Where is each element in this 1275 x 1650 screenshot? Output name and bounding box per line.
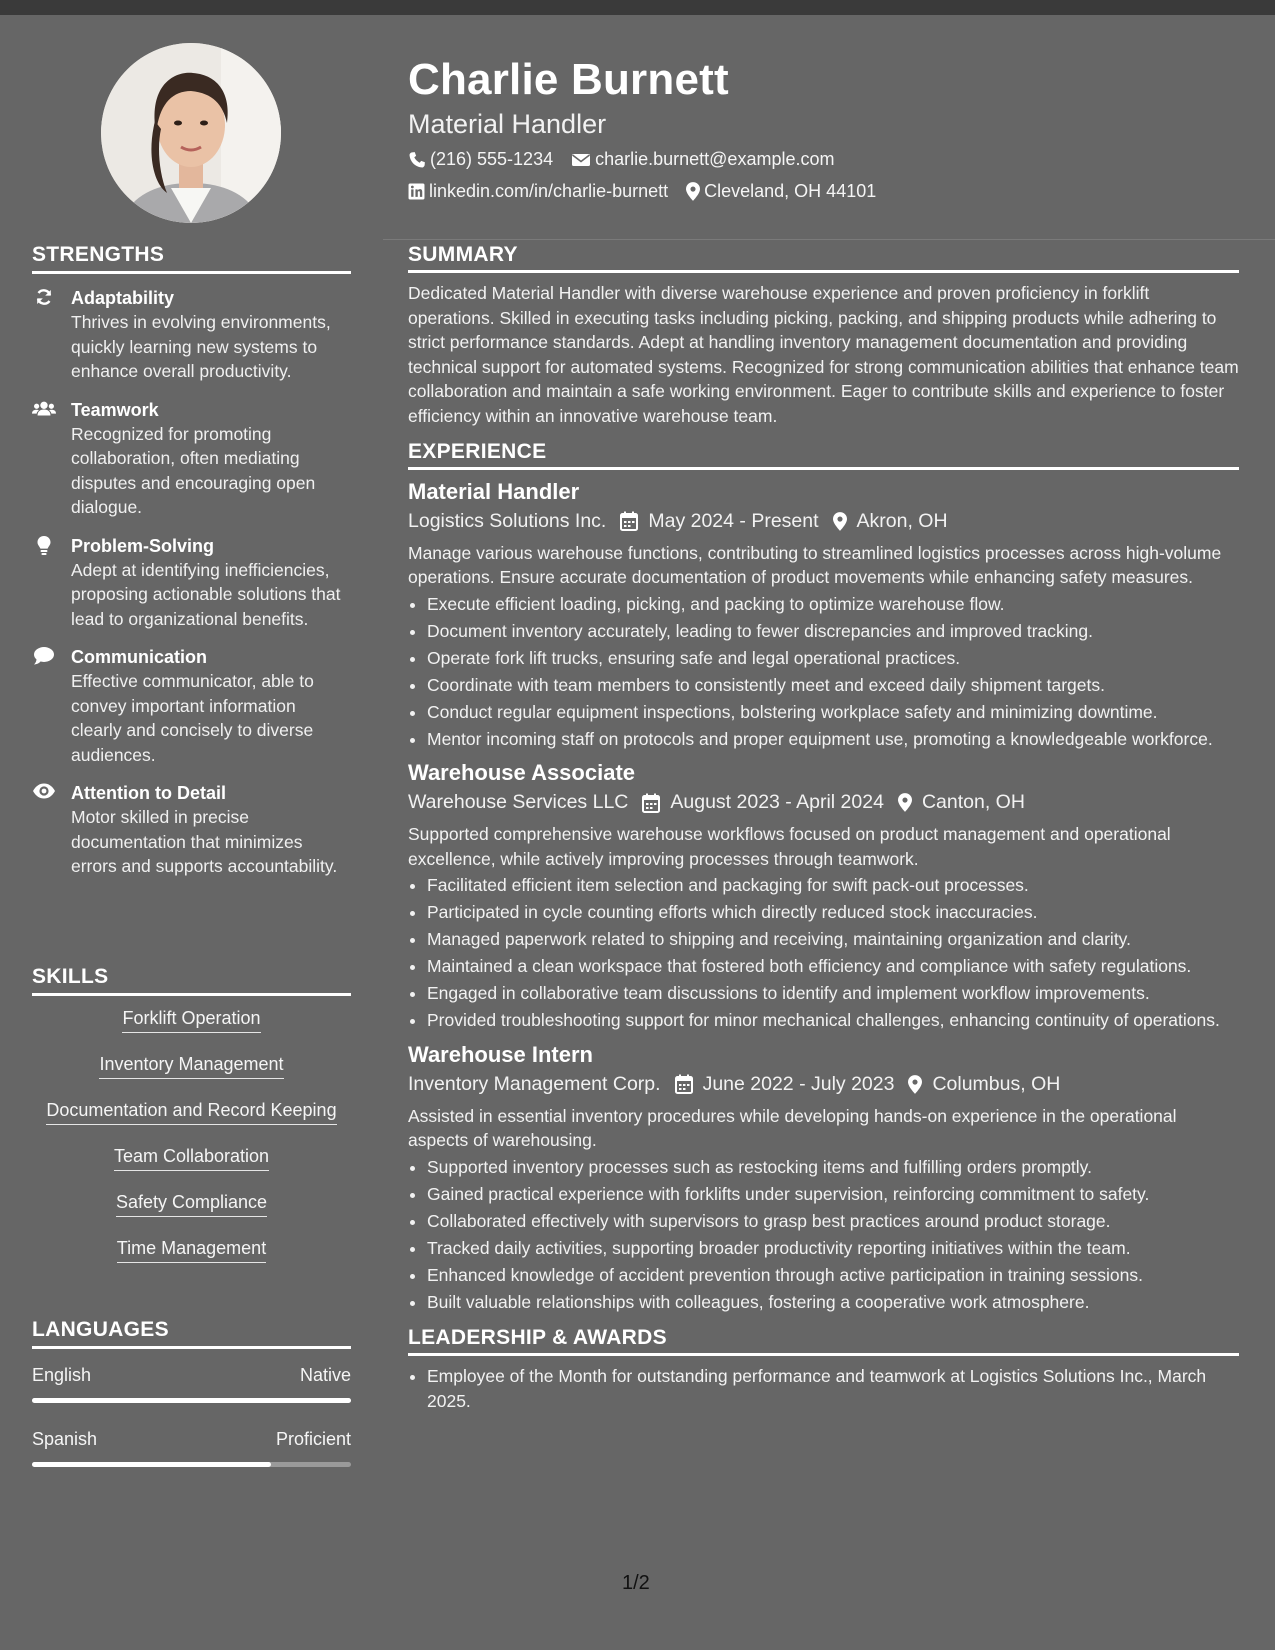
- main-column: [408, 243, 1239, 1416]
- sync-icon: [32, 287, 56, 309]
- strength-item: [32, 781, 351, 879]
- bullet-item: • Built valuable relationships with colleagues, fostering a cooperative work atmosphere.: [427, 1290, 1239, 1315]
- job-description: Manage various warehouse functions, contributing to streamlined logistics processes across high-volume operations. Ensure accurate documentation of product movements while enhancing safety measures.: [408, 542, 1222, 588]
- linkedin-text: linkedin.com/in/charlie-burnett: [429, 181, 669, 201]
- bullet-item: • Supported inventory processes such as restocking items and fulfilling orders promptly.: [427, 1155, 1239, 1180]
- contact-email[interactable]: [571, 149, 834, 170]
- language-proficiency-bar: [32, 1462, 351, 1467]
- job-company: Warehouse Services LLC: [408, 791, 629, 814]
- skill-item: Safety Compliance: [116, 1190, 267, 1217]
- job-location-wrap: [908, 1073, 1060, 1096]
- job-location: Columbus, OH: [932, 1072, 1061, 1095]
- calendar-icon: [642, 793, 660, 813]
- strength-desc: Effective communicator, able to convey important information clearly and concisely to diverse audiences.: [71, 671, 314, 765]
- map-pin-icon: [898, 793, 912, 812]
- job-dates-wrap: [620, 510, 818, 533]
- contact-row-1: [408, 149, 852, 170]
- map-pin-icon: [908, 1075, 922, 1094]
- bullet-item: • Provided troubleshooting support for minor mechanical challenges, enhancing continuity of operations.: [427, 1008, 1239, 1033]
- job-company: Logistics Solutions Inc.: [408, 509, 607, 532]
- bullet-item: • Operate fork lift trucks, ensuring safe and legal operational practices.: [427, 646, 1239, 671]
- strength-desc: Motor skilled in precise documentation that minimizes errors and supports accountability.: [71, 807, 338, 876]
- phone-text: (216) 555-1234: [430, 149, 554, 169]
- job-title: Warehouse Intern: [408, 1041, 593, 1067]
- comment-icon: [32, 646, 56, 668]
- top-bar: [0, 0, 1275, 15]
- lightbulb-icon: [32, 535, 56, 557]
- envelope-icon: [571, 152, 591, 168]
- job-meta: [408, 510, 1239, 533]
- strength-item: [32, 645, 351, 767]
- bullet-item: • Conduct regular equipment inspections, bolstering workplace safety and minimizing downtime.: [427, 700, 1239, 725]
- bullet-item: • Managed paperwork related to shipping and receiving, maintaining organization and clarity.: [427, 927, 1239, 952]
- language-name: Spanish: [32, 1429, 98, 1449]
- portrait-image: [101, 43, 281, 223]
- summary-title: SUMMARY: [408, 243, 1239, 273]
- job-meta: [408, 791, 1239, 814]
- bullet-item: • Coordinate with team members to consistently meet and exceed daily shipment targets.: [427, 673, 1239, 698]
- map-pin-icon: [686, 182, 700, 201]
- strengths-section: [32, 243, 351, 879]
- calendar-icon: [620, 511, 638, 531]
- skill-item: Documentation and Record Keeping: [46, 1098, 336, 1125]
- job-location-wrap: [898, 791, 1025, 814]
- bullet-item: • Facilitated efficient item selection and packaging for swift pack-out processes.: [427, 873, 1239, 898]
- resume-page: [0, 15, 1275, 1650]
- language-level: Native: [299, 1365, 351, 1385]
- job-entry: [408, 478, 1239, 752]
- job-bullets: [408, 873, 1239, 1033]
- job-dates: June 2022 - July 2023: [702, 1072, 895, 1095]
- job-bullets: [408, 1155, 1239, 1315]
- job-dates: August 2023 - April 2024: [670, 791, 884, 814]
- job-company: Inventory Management Corp.: [408, 1072, 661, 1095]
- languages-section: [32, 1318, 351, 1467]
- strength-desc: Adept at identifying inefficiencies, proposing actionable solutions that lead to organizational benefits.: [71, 559, 341, 629]
- linkedin-icon: [408, 183, 425, 200]
- strength-title: Teamwork: [71, 399, 159, 420]
- calendar-icon: [675, 1074, 693, 1094]
- phone-icon: [408, 151, 426, 169]
- candidate-name: Charlie Burnett: [408, 55, 729, 104]
- skills-section: [32, 965, 351, 1282]
- job-description: Supported comprehensive warehouse workflows focused on product management and operational excellence, while actively improving processes through teamwork.: [408, 824, 1171, 869]
- bullet-item: • Gained practical experience with forklifts under supervision, reinforcing commitment to safety.: [427, 1182, 1239, 1207]
- skill-item: Team Collaboration: [114, 1144, 269, 1171]
- skill-item: Time Management: [117, 1236, 266, 1263]
- strength-item: [32, 398, 351, 520]
- strength-desc: Thrives in evolving environments, quickly learning new systems to enhance overall productivity.: [71, 312, 331, 381]
- strength-title: Problem-Solving: [71, 535, 215, 556]
- bullet-item: • Mentor incoming staff on protocols and proper equipment use, promoting a knowledgeable workforce.: [427, 727, 1239, 752]
- strength-item: [32, 286, 351, 384]
- job-location: Akron, OH: [856, 509, 948, 532]
- bullet-item: • Maintained a clean workspace that fostered both efficiency and compliance with safety regulations.: [427, 954, 1239, 979]
- job-location: Canton, OH: [921, 791, 1025, 814]
- job-description: Assisted in essential inventory procedures while developing hands-on experience in the operational aspects of warehousing.: [408, 1105, 1177, 1151]
- bullet-item: • Engaged in collaborative team discussions to identify and implement workflow improvements.: [427, 981, 1239, 1006]
- skill-item: Forklift Operation: [122, 1006, 260, 1033]
- bullet-item: • Tracked daily activities, supporting broader productivity reporting initiatives within the team.: [427, 1236, 1239, 1261]
- contact-row-2: [408, 181, 894, 202]
- strength-title: Communication: [71, 647, 208, 667]
- job-meta: [408, 1073, 1239, 1096]
- eye-icon: [32, 782, 56, 804]
- strength-item: [32, 534, 351, 632]
- job-location-wrap: [833, 510, 948, 533]
- skills-list: [32, 1006, 351, 1282]
- awards-list: [408, 1364, 1239, 1413]
- map-pin-icon: [833, 512, 847, 531]
- bullet-item: • Participated in cycle counting efforts which directly reduced stock inaccuracies.: [427, 900, 1239, 925]
- location-text: Cleveland, OH 44101: [704, 181, 877, 201]
- job-title: Warehouse Associate: [408, 760, 636, 786]
- job-dates-wrap: [675, 1073, 895, 1096]
- strength-title: Adaptability: [71, 288, 175, 308]
- language-item: [32, 1429, 351, 1467]
- job-title: Material Handler: [408, 478, 580, 504]
- languages-title: LANGUAGES: [32, 1318, 351, 1349]
- page-number: 1/2: [622, 1572, 650, 1594]
- language-proficiency-bar: [32, 1398, 351, 1403]
- job-dates-wrap: [642, 791, 884, 814]
- job-entry: [408, 1041, 1239, 1315]
- experience-title: EXPERIENCE: [408, 440, 1239, 470]
- language-item: [32, 1365, 351, 1403]
- job-dates: May 2024 - Present: [648, 509, 819, 532]
- bullet-item: • Collaborated effectively with supervisors to grasp best practices around product storage.: [427, 1209, 1239, 1234]
- skills-title: SKILLS: [32, 965, 351, 996]
- summary-text: Dedicated Material Handler with diverse warehouse experience and proven proficiency in forklift operations. Skilled in executing tasks including picking, packing, and shipping products while adhering to strict performance standards. Adept at handling inventory management documentation and providing technical support for automated systems. Recognized for strong communication abilities that enhance team collaboration and maintain a safe working environment. Eager to contribute skills and experience to foster efficiency within an innovative warehouse team.: [408, 283, 1239, 426]
- contact-linkedin[interactable]: [408, 181, 668, 202]
- bullet-item: • Execute efficient loading, picking, and packing to optimize warehouse flow.: [427, 592, 1239, 617]
- award-item: • Employee of the Month for outstanding performance and teamwork at Logistics Solutions Inc., March 2025.: [427, 1364, 1239, 1413]
- strength-title: Attention to Detail: [71, 783, 226, 803]
- strength-desc: Recognized for promoting collaboration, often mediating disputes and encouraging open dialogue.: [71, 423, 316, 517]
- contact-phone[interactable]: [408, 149, 553, 170]
- email-text: charlie.burnett@example.com: [595, 149, 835, 169]
- job-entry: [408, 759, 1239, 1033]
- awards-title: LEADERSHIP & AWARDS: [408, 1326, 1239, 1356]
- profile-photo: [101, 43, 281, 223]
- language-proficiency-fill: [32, 1462, 271, 1467]
- strengths-title: STRENGTHS: [32, 243, 351, 274]
- header-divider: [383, 239, 1275, 240]
- skill-item: Inventory Management: [99, 1052, 283, 1079]
- candidate-role: Material Handler: [408, 109, 607, 139]
- language-name: English: [32, 1365, 92, 1385]
- contact-location: [686, 181, 876, 202]
- bullet-item: • Document inventory accurately, leading to fewer discrepancies and improved tracking.: [427, 619, 1239, 644]
- job-bullets: [408, 592, 1239, 752]
- language-proficiency-fill: [32, 1398, 351, 1403]
- language-level: Proficient: [275, 1429, 351, 1449]
- users-icon: [32, 399, 56, 421]
- bullet-item: • Enhanced knowledge of accident prevention through active participation in training sessions.: [427, 1263, 1239, 1288]
